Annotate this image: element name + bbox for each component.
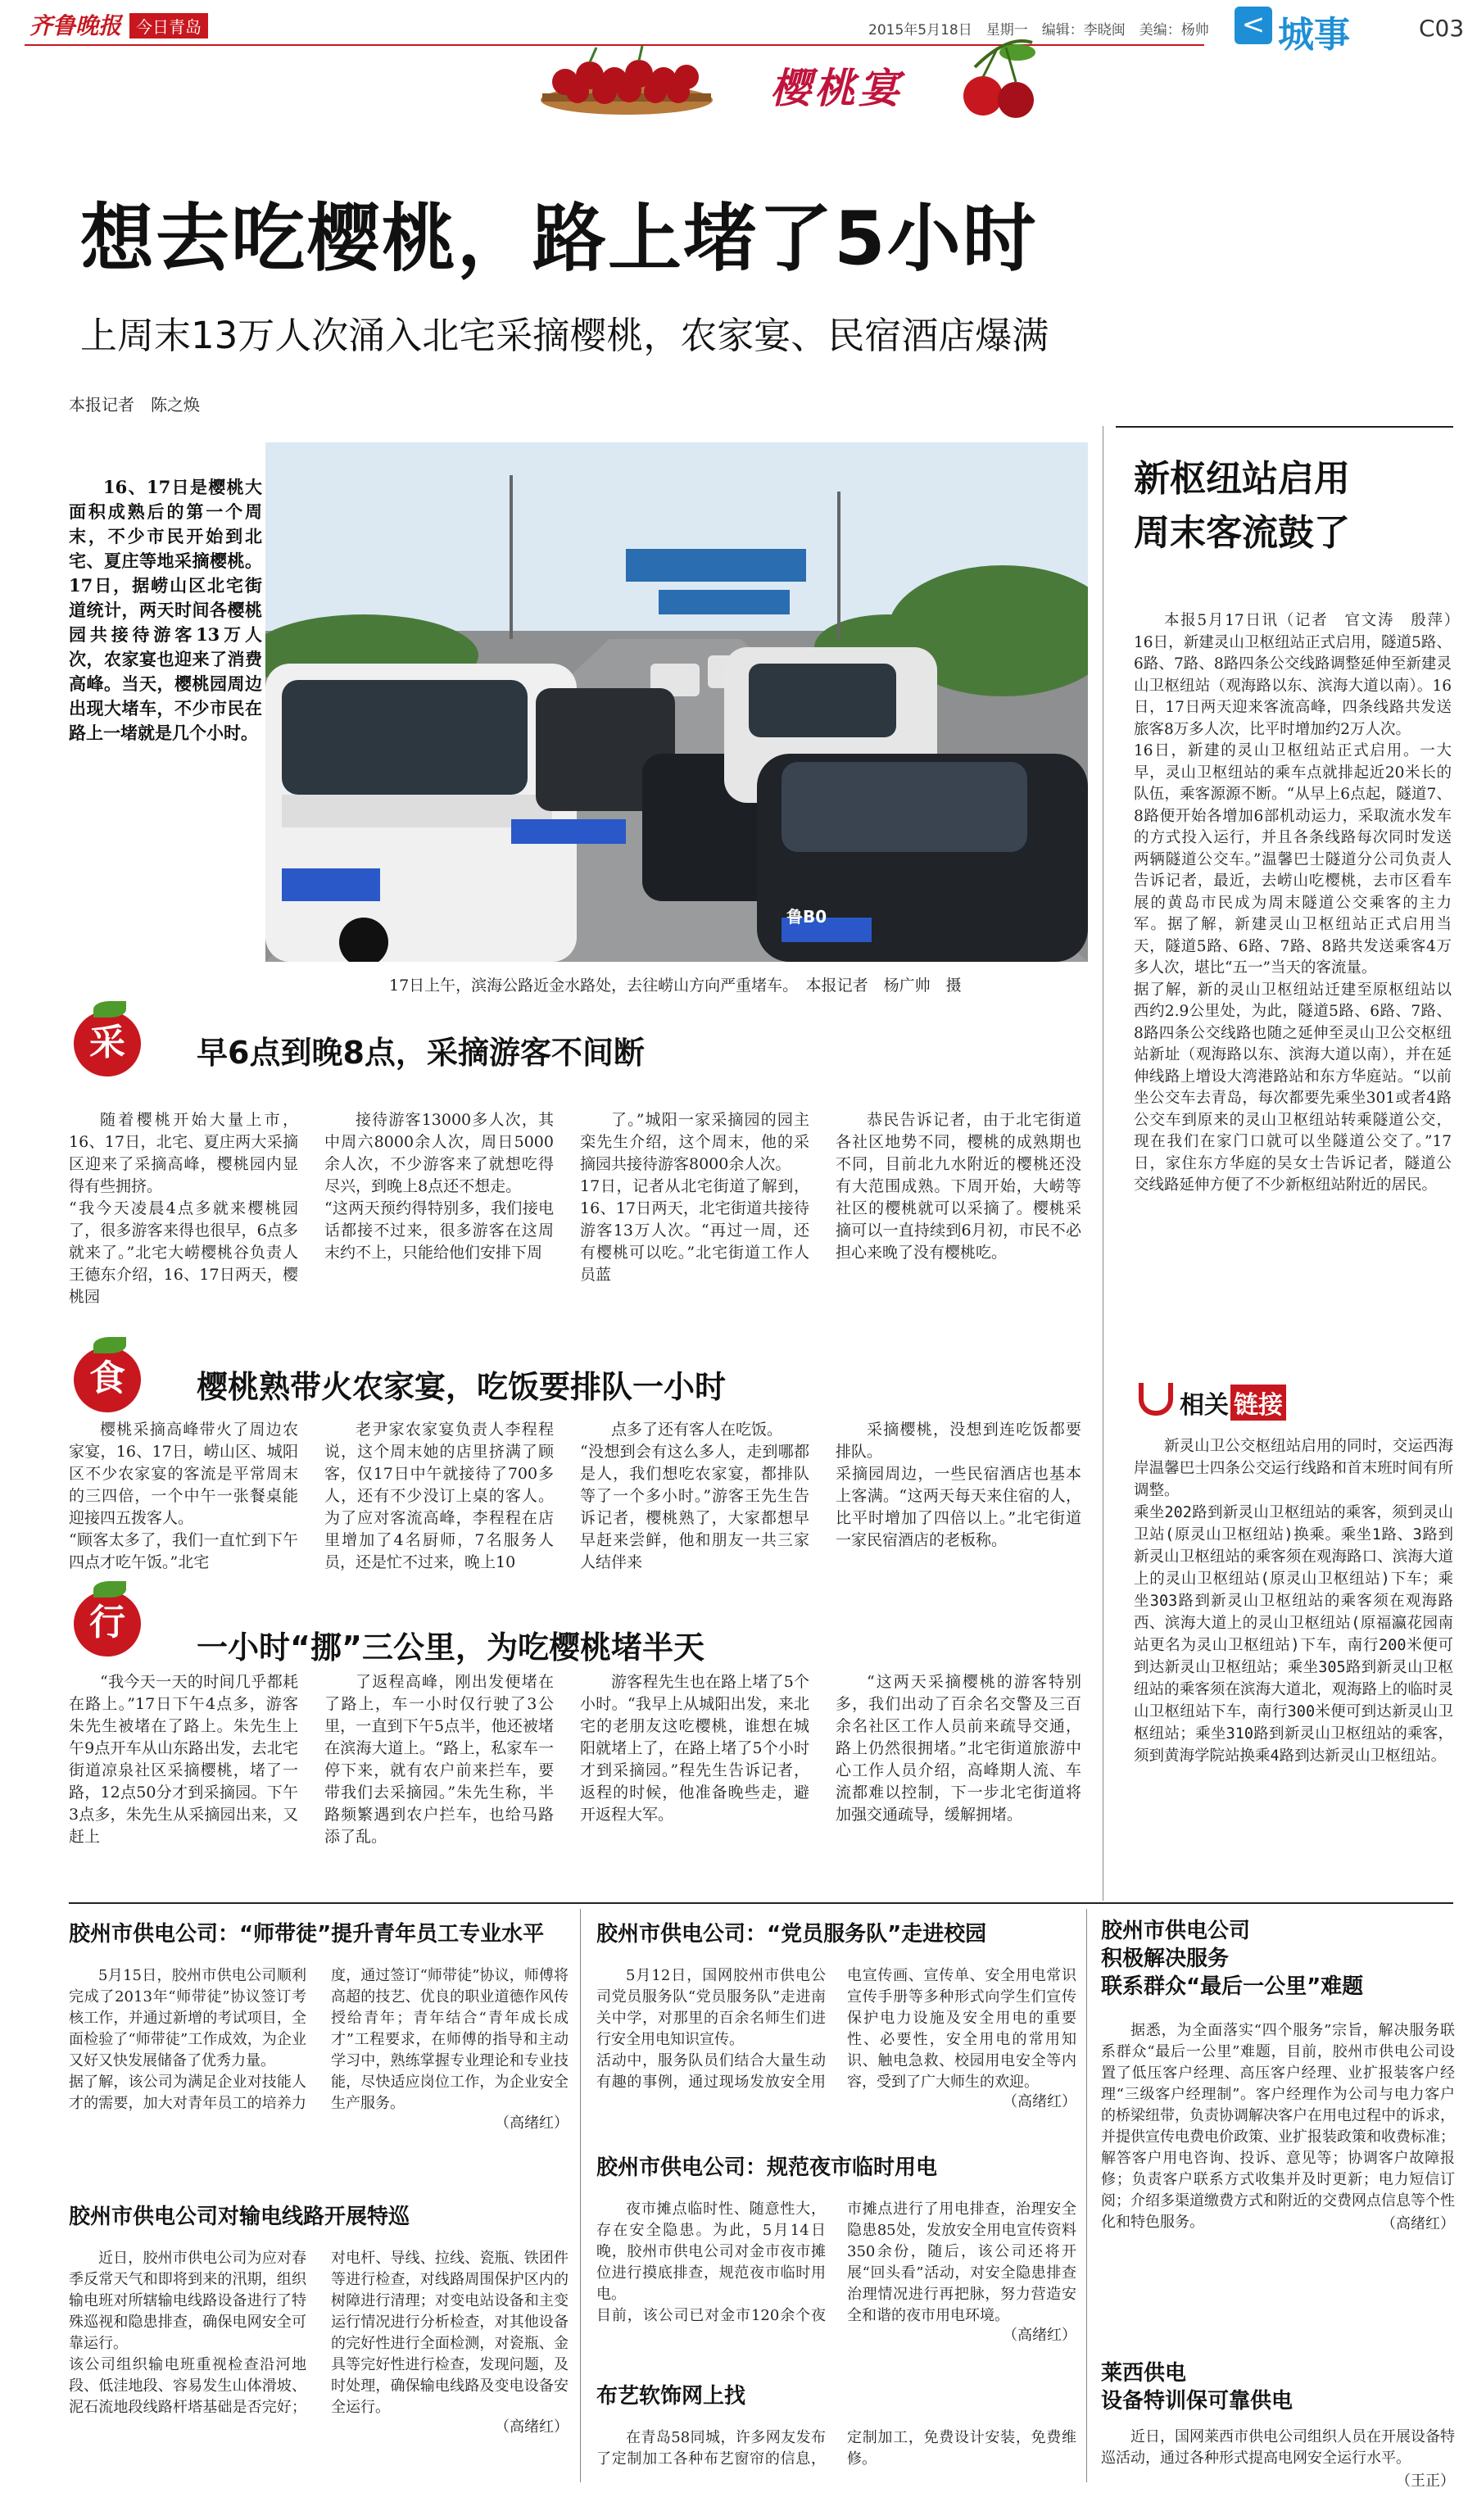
lead-paragraph: 16、17日是樱桃大面积成熟后的第一个周末，不少市民开始到北宅、夏庄等地采摘樱桃。17日，据崂山区北宅街道统计，两天时间各樱桃园共接待游客13万人次，农家宴也迎来了消费高峰。当天，樱桃园周边出现大堵车，不少市民在路上一堵就是几个小时。	[69, 477, 262, 743]
ad-line-patrol	[69, 2200, 569, 2436]
section-eat	[69, 1337, 1088, 1593]
right-sidebar	[1116, 426, 1453, 1884]
section-col-2: 了返程高峰，刚出发便堵在了路上，车一小时仅行驶了3公里，一直到下午5点半，他还被堵在滨海大道上。“路上，私家车一停下来，就有农户前来拦车，要带我们去采摘园。”朱先生称，半路频繁遇到农户拦车，也给马路添了乱。	[324, 1673, 554, 1846]
edition-label: 今日青岛	[129, 13, 208, 39]
ad-signature: （高绪红）	[495, 2418, 569, 2436]
editor-text: 编辑：李晓闽	[1041, 22, 1126, 39]
sidebar-title-1: 新枢纽站启用	[1134, 458, 1350, 500]
cherry-pair-icon	[958, 34, 1049, 125]
section-col-2: 接待游客13000多人次，其中周六8000余人次，周日5000余人次，不少游客来了就想吃得尽兴，到晚上8点还不想走。 “这两天预约得特别多，我们接电话都接不过来，很多游客在这周末约不上，只能给他们安排下周	[324, 1111, 554, 1262]
ad-title: 布艺软饰网上找	[596, 2384, 746, 2409]
ad-party-service	[596, 1917, 1076, 2111]
section-title: 早6点到晚8点，采摘游客不间断	[197, 1035, 645, 1071]
ad-body: 近日，国网莱西市供电公司组织人员在开展设备特巡活动，通过各种形式提高电网安全运行水平。	[1101, 2428, 1455, 2467]
badge-text: 食	[89, 1357, 125, 1399]
section-col-2: 老尹家农家宴负责人李程程说，这个周末她的店里挤满了顾客，仅17日中午就接待了700多人，还有不少没订上桌的客人。为了应对客流高峰，李程程在店里增加了4名厨师，7名服务人员，还是忙不过来，晚上10	[324, 1421, 554, 1571]
date-text: 2015年5月18日	[868, 22, 972, 39]
section-travel	[69, 1581, 1088, 1892]
ad-title: 胶州市供电公司：“师带徒”提升青年员工专业水平	[69, 1922, 545, 1947]
cherry-banner	[426, 34, 1098, 125]
section-pick	[69, 1001, 1088, 1345]
page-number: C03	[1419, 15, 1465, 42]
section-col-4: “这两天采摘樱桃的游客特别多，我们出动了百余名交警及三百余名社区工作人员前来疏导交通，路上仍然很拥堵。”北宅街道旅游中心工作人员介绍，高峰期人流、车流都难以控制，下一步北宅街道将加强交通疏导，缓解拥堵。	[836, 1673, 1081, 1824]
section-col-3: 点多了还有客人在吃饭。 “没想到会有这么多人，走到哪都是人，我们想吃农家宴，都排队等了一个多小时。”游客王先生告诉记者，樱桃熟了，大家都想早早赶来尝鲜，他和朋友一共三家人结伴来	[580, 1421, 809, 1571]
banner-title: 樱桃宴	[770, 64, 903, 112]
ad-last-mile	[1101, 1917, 1455, 2233]
cherry-basket-icon	[532, 43, 721, 116]
ad-title-line-2: 积极解决服务	[1101, 1947, 1230, 1971]
ad-signature: （高绪红）	[1003, 2093, 1076, 2110]
license-plate: 鲁B0	[786, 907, 827, 927]
section-logo-icon: <	[1235, 7, 1272, 44]
ad-laixi	[1101, 2359, 1455, 2491]
ad-title: 胶州市供电公司：“党员服务队”走进校园	[596, 1922, 987, 1947]
section-col-1: 随着樱桃开始大量上市，16、17日，北宅、夏庄两大采摘区迎来了采摘高峰，樱桃园内显得有些拥挤。 “我今天凌晨4点多就来樱桃园了，很多游客来得也很早，6点多就来了。”北宅大崂樱桃谷负责人王德东介绍，16、17日两天，樱桃园	[69, 1111, 298, 1306]
ad-signature: （王正）	[1396, 2472, 1455, 2490]
section-col-1: 樱桃采摘高峰带火了周边农家宴，16、17日，崂山区、城阳区不少农家宴的客流是平常周末的三四倍，一个中午一张餐桌能迎接四五拨客人。 “顾客太多了，我们一直忙到下午四点才吃午饭。”北宅	[69, 1421, 298, 1571]
link-icon	[1139, 1383, 1173, 1416]
bottom-divider-1	[580, 1909, 581, 2482]
ad-signature: （高绪红）	[495, 2114, 569, 2132]
designer-text: 美编：杨帅	[1139, 22, 1209, 39]
section-title: 樱桃熟带火农家宴，吃饭要排队一小时	[197, 1369, 727, 1405]
byline: 本报记者 陈之焕	[69, 395, 200, 415]
ad-signature: （高绪红）	[1003, 2327, 1076, 2344]
section-col-4: 恭民告诉记者，由于北宅街道各社区地势不同，樱桃的成熟期也不同，目前北九水附近的樱桃还没有大范围成熟。下周开始，大崂等社区的樱桃就可以采摘了。樱桃采摘可以一直持续到6月初，市民不必担心来晚了没有樱桃吃。	[836, 1111, 1081, 1262]
ad-title-line-2: 设备特训保可靠供电	[1101, 2389, 1294, 2413]
traffic-jam-image	[265, 442, 1088, 962]
ad-title-line-1: 胶州市供电公司	[1101, 1919, 1251, 1943]
ad-signature: （高绪红）	[1381, 2215, 1455, 2232]
bottom-divider-2	[1086, 1909, 1087, 2482]
ad-body: 近日，胶州市供电公司为应对春季反常天气和即将到来的汛期，组织输电班对所辖输电线路设备进行了特殊巡视和隐患排查，确保电网安全可靠运行。 该公司组织输电班重视检查沿河地段、低洼地段、容易发生山体滑坡、泥石流地段线路杆塔基础是否完好；对电杆、导线、拉线、瓷瓶、铁团件等进行检查，对线路周围保护区内的树障进行清理；对变电站设备和主变运行情况进行分析检查，对其他设备的完好性进行全面检测，对瓷瓶、金具等完好性进行检查，发现问题，及时处理，确保输电线路及变电设备安全运行。	[69, 2250, 569, 2416]
ad-night-market	[596, 2151, 1076, 2345]
ad-title-line-3: 联系群众“最后一公里”难题	[1101, 1974, 1364, 1999]
newspaper-logo: 齐鲁晚报	[29, 12, 122, 39]
related-link-header	[1139, 1383, 1450, 1420]
section-col-3: 游客程先生也在路上堵了5个小时。“我早上从城阳出发，来北宅的老朋友这吃樱桃，谁想在城阳就堵上了，在路上堵了5个小时才到采摘园。”程先生告诉记者，返程的时候，他准备晚些走，避开返程大军。	[580, 1673, 809, 1824]
ad-mentor	[69, 1917, 569, 2132]
section-col-3: 了。”城阳一家采摘园的园主栾先生介绍，这个周末，他的采摘园共接待游客8000余人次。 17日，记者从北宅街道了解到，16、17日两天，北宅街道共接待游客13万人次。“再过一周，还有樱桃可以吃。”北宅街道工作人员蓝	[580, 1111, 809, 1284]
weekday-text: 星期一	[985, 22, 1028, 39]
section-name: 城事	[1278, 14, 1350, 56]
related-label: 相关	[1180, 1391, 1229, 1420]
cherry-badge-icon	[74, 1011, 141, 1076]
ad-body: 5月15日，胶州市供电公司顺利完成了2013年“师带徒”协议签订考核工作，并通过新增的考试项目，全面检验了“师带徒”工作成效，为企业又好又快发展储备了优秀力量。 据了解，该公司为满足企业对技能人才的需要，加大对青年员工的培养力度，通过签订“师带徒”协议，师傅将高超的技艺、优良的职业道德作风传授给青年；青年结合“青年成长成才”工程要求，在师傅的指导和主动学习中，熟练掌握专业理论和专业技能，尽快适应岗位工作，为企业安全生产服务。	[69, 1967, 569, 2112]
ad-title: 胶州市供电公司对输电线路开展特巡	[69, 2205, 410, 2229]
sidebar-body: 本报5月17日讯（记者 官文涛 殷萍） 16日，新建灵山卫枢纽站正式启用，隧道5路、6路、7路、8路四条公交线路调整延伸至新建灵山卫枢纽站（观海路以东、滨海大道以南）。16日，17日两天迎来客流高峰，四条线路共发送旅客8万多人次，比平时增加约2万人次。 16日，新建的灵山卫枢纽站正式启用。一大早，灵山卫枢纽站的乘车点就排起近20米长的队伍，乘客源源不断。“从早上6点起，隧道7、8路便开始各增加6部机动运力，采取流水发车的方式投入运行，并且各条线路每次同时发送两辆隧道公交车。”温馨巴士隧道分公司负责人告诉记者，最近，去崂山吃樱桃，去市区看车展的黄岛市民成为周末隧道公交乘客的主力军。据了解，新建灵山卫枢纽站正式启用当天，隧道5路、6路、7路、8路共发送乘客4万多人次，堪比“五一”当天的客流量。 据了解，新的灵山卫枢纽站迁建至原枢纽站以西约2.9公里处，为此，隧道5路、6路、7路、8路四条公交线路也随之延伸至灵山卫公交枢纽站新址（观海路以东、滨海大道以南），并在延伸线路上增设大湾港路站和东方华庭站。“以前坐公交车去青岛，每次都要先乘坐301或者4路公交车到原来的灵山卫枢纽站转乘隧道公交，现在我们在家门口就可以坐隧道公交了。”17日，家住东方华庭的吴女士告诉记者，隧道公交线路延伸方便了不少新枢纽站附近的居民。	[1134, 612, 1452, 1194]
section-col-1: “我今天一天的时间几乎都耗在路上。”17日下午4点多，游客朱先生被堵在了路上。朱先生上午9点开车从山东路出发，去北宅街道凉泉社区采摘樱桃，堵了一路，12点50分才到采摘园。下午3点多，朱先生从采摘园出来，又赶上	[69, 1673, 298, 1846]
ad-body: 在青岛58同城，许多网友发布了定制加工各种布艺窗帘的信息，定制加工，免费设计安装，免费维修。	[596, 2429, 1076, 2468]
cherry-badge-icon	[74, 1347, 141, 1412]
photo-caption: 17日上午，滨海公路近金水路处，去往崂山方向严重堵车。 本报记者 杨广帅 摄	[389, 977, 962, 995]
subheadline: 上周末13万人次涌入北宅采摘樱桃，农家宴、民宿酒店爆满	[80, 314, 1049, 357]
leaf-icon	[93, 1337, 126, 1353]
sidebar-top-rule	[1116, 426, 1453, 428]
headline: 想去吃樱桃，路上堵了5小时	[80, 196, 1038, 282]
badge-text: 采	[89, 1022, 125, 1063]
traffic-photo	[265, 442, 1088, 962]
leaf-icon	[93, 1581, 126, 1598]
ad-body: 5月12日，国网胶州市供电公司党员服务队“党员服务队”走进南关中学，对那里的百余名师生们进行安全用电知识宣传。 活动中，服务队员们结合大量生动有趣的事例，通过现场发放安全用电宣传画、宣传单、安全用电常识宣传手册等多种形式向学生们宣传保护电力设施及安全用电的重要性、必要性，安全用电的常用知识、触电急救、校园用电安全等内容，受到了广大师生的欢迎。	[596, 1967, 1076, 2091]
cherry-badge-icon	[74, 1591, 141, 1657]
sidebar-title-2: 周末客流鼓了	[1134, 512, 1350, 554]
ad-title-line-1: 莱西供电	[1101, 2361, 1187, 2386]
related-body: 新灵山卫公交枢纽站启用的同时，交运西海岸温馨巴士四条公交运行线路和首末班时间有所调整。 乘坐202路到新灵山卫枢纽站的乘客，须到灵山卫站(原灵山卫枢纽站)换乘。乘坐1路、3路到新灵山卫枢纽站的乘客须在观海路口、滨海大道上的灵山卫枢纽站(原灵山卫枢纽站)下车；乘坐303路到新灵山卫枢纽站的乘客须在观海路西、滨海大道上的灵山卫枢纽站(原福瀛花园南站更名为灵山卫枢纽站)下车，南行200米便可到达新灵山卫枢纽站；乘坐305路到新灵山卫枢纽站的乘客须在滨海大道北，观海路上的临时灵山卫枢纽站下车，南行300米便可到达新灵山卫枢纽站；乘坐310路到新灵山卫枢纽站的乘客，须到黄海学院站换乘4路到达新灵山卫枢纽站。	[1134, 1438, 1453, 1765]
badge-text: 行	[89, 1602, 125, 1643]
leaf-icon	[93, 1001, 126, 1018]
ad-fabric	[596, 2379, 1076, 2470]
ad-body: 夜市摊点临时性、随意性大，存在安全隐患。为此，5月14日晚，胶州市供电公司对金市夜市摊位进行摸底排查，规范夜市临时用电。 目前，该公司已对金市120余个夜市摊点进行了用电排查，治理安全隐患85处，发放安全用电宣传资料350余份，随后，该公司还将开展“回头看”活动，对安全隐患排查治理情况进行再把脉，努力营造安全和谐的夜市用电环境。	[596, 2200, 1076, 2324]
section-col-4: 采摘樱桃，没想到连吃饭都要排队。 采摘园周边，一些民宿酒店也基本上客满。“这两天每天来住宿的人，比平时增加了四倍以上。”北宅街道一家民宿酒店的老板称。	[836, 1421, 1081, 1549]
ad-body: 据悉，为全面落实“四个服务”宗旨，解决服务联系群众“最后一公里”难题，目前，胶州市供电公司设置了低压客户经理、高压客户经理、业扩报装客户经理“三级客户经理制”。客户经理作为公司与电力客户的桥梁纽带，负责协调解决客户在用电过程中的诉求，并提供宣传电费电价政策、业扩报装政策和收费标准；解答客户用电咨询、投诉、意见等；协调客户故障报修；负责客户联系方式收集并及时更新；电力短信订阅；介绍多渠道缴费方式和附近的交费网点信息等个性化和特色服务。	[1101, 2022, 1455, 2231]
ad-title: 胶州市供电公司：规范夜市临时用电	[596, 2155, 938, 2180]
section-title: 一小时“挪”三公里，为吃樱桃堵半天	[197, 1629, 705, 1666]
bottom-section-rule	[69, 1902, 1453, 1904]
related-label-link: 链接	[1230, 1385, 1286, 1421]
